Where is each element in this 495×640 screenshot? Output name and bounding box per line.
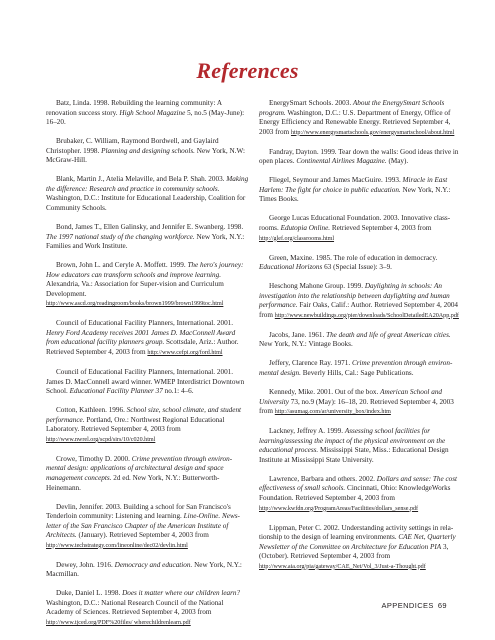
reference-link[interactable]: http://www.newbuildings.org/pier/downloads/SchoolDetailedEA20App.pdf — [274, 312, 459, 319]
reference-entry: Dewey, John. 1916. Democracy and education. New York, N.Y.: Macmillan. — [46, 560, 242, 579]
footer-section: APPENDICES — [381, 601, 434, 610]
reference-link[interactable]: http://asumag.com/ar/university_box/index.htm — [274, 409, 391, 416]
reference-link[interactable]: http://www.cefpi.org/ford.html — [147, 349, 223, 356]
reference-link[interactable]: http://www.energysmartschools.gov/energysmartschool/about.html — [290, 129, 455, 136]
reference-link[interactable]: http://www.kwfdn.org/ProgramAreas/Facilities/dollars_sense.pdf — [259, 505, 419, 512]
reference-entry: Lackney, Jeffrey A. 1999. Assessing school facilities for learning/assessing the impact of the physical environment on the educational process. Mississippi State, Miss.: Educational Design Institute at Mississippi State University. — [259, 427, 449, 464]
reference-entry: Fliegel, Seymour and James MacGuire. 1993. Miracle in East Harlem: The fight for choice in public education. New York, N.Y.: Times Books. — [259, 176, 451, 204]
page-number: 69 — [437, 601, 447, 610]
references-column-right — [259, 99, 463, 582]
reference-entry: Duke, Daniel L. 1998. Does it matter where our children learn? Washington, D.C.: National Research Council of the National Academy of Sciences. Retrieved September 4, 2003 from http://www.tjced.org/PDF%20files/ wherechildrenlearn.pdf — [46, 589, 241, 627]
reference-entry: Crowe, Timothy D. 2000. Crime prevention through environ-mental design: applications of architectural design and space management concepts. 2d ed. New York, N.Y.: Butterworth-Heinemann. — [46, 454, 233, 492]
reference-link[interactable]: http://www.ascd.org/readingroom/books/brown1999/brown1999toc.html — [46, 301, 224, 308]
reference-entry: Jeffery, Clarence Ray. 1971. Crime prevention through environ-mental design. Beverly Hills, Cal.: Sage Publications. — [259, 359, 453, 377]
reference-entry: Cotton, Kathleen. 1996. School size, school climate, and student performance. Portland, Ore.: Northwest Regional Educational Laboratory. Retrieved September 4, 2003 from http://www.nwrel.org/scpd/sirs/10/c020.html — [46, 406, 242, 443]
reference-entry: Kennedy, Mike. 2001. Out of the box. American School and University 73, no.9 (May): 16–18, 20. Retrieved September 4, 2003 from http://asumag.com/ar/university_box/index.htm — [259, 388, 454, 416]
reference-entry: Green, Maxine. 1985. The role of education in democracy. Educational Horizons 63 (Special Issue): 3–9. — [259, 253, 438, 272]
reference-entry: George Lucas Educational Foundation. 2003. Innovative class-rooms. Edutopia Online. Retrieved September 4, 2003 from http://glef.org/classrooms.html — [259, 214, 451, 242]
reference-link[interactable]: http://www.techstrategy.com/lineonline/dec02/devlin.html — [46, 542, 188, 549]
reference-entry: Lippman, Peter C. 2002. Understanding activity settings in rela-tionship to the design of learning environments. CAE Net, Quarterly Newsletter of the Committee on Architecture for Education PIA 3, (October). Retrieved September 4, 2003 from http://www.aia.org/pia/gateway/CAE_Net/Vol_3/Just-a-Thought.pdf — [259, 523, 456, 570]
reference-entry: Fandray, Dayton. 1999. Tear down the walls: Good ideas thrive in open places. Continental Airlines Magazine. (May). — [259, 147, 459, 166]
reference-entry: Bond, James T., Ellen Galinsky, and Jennifer E. Swanberg. 1998. The 1997 national study of the changing workforce. New York, N.Y.: Families and Work Institute. — [46, 222, 245, 251]
reference-entry: Lawrence, Barbara and others. 2002. Dollars and sense: The cost effectiveness of small schools. Cincinnati, Ohio: KnowledgeWorks Foundation. Retrieved September 4, 2003 from http://www.kwfdn.org/ProgramAreas/Facilities/dollars_sense.pdf — [259, 474, 458, 512]
page-title: References — [196, 58, 299, 83]
reference-link[interactable]: http://glef.org/classrooms.html — [259, 235, 335, 242]
reference-entry: Jacobs, Jane. 1961. The death and life of great American cities. New York, N.Y.: Vintage Books. — [259, 330, 451, 349]
reference-link[interactable]: http://www.tjced.org/PDF%20files/ wherechildrenlearn.pdf — [46, 620, 191, 627]
reference-entry: Council of Educational Facility Planners, International. 2001. Henry Ford Academy receives 2001 James D. MacConnell Award from educational facility planners group. Scottsdale, Ariz.: Author. Retrieved September 4, 2003 from http://www.cefpi.org/ford.html — [46, 319, 239, 356]
reference-entry: Devlin, Jennifer. 2003. Building a school for San Francisco's Tenderloin community: Listening and learning. Line-Online. News-letter of the San Francisco Chapter of the American Institute of Architects. (January). Retrieved September 4, 2003 from http://www.techstrategy.com/lineonline/dec02/devlin.html — [46, 502, 240, 549]
reference-link[interactable]: http://www.aia.org/pia/gateway/CAE_Net/Vol_3/Just-a-Thought.pdf — [259, 563, 426, 570]
reference-entry: Brubaker, C. William, Raymond Bordwell, and Gaylaird Christopher. 1998. Planning and designing schools. New York, N.W: McGraw-Hill. — [46, 137, 245, 165]
reference-entry: Council of Educational Facility Planners, International. 2001. James D. MacConnell award winner. WMEP Interdistrict Downtown School. Educational Facility Planner 37 no.1: 4–6. — [46, 368, 245, 396]
reference-link[interactable]: http://www.nwrel.org/scpd/sirs/10/c020.html — [46, 436, 156, 443]
page-footer — [381, 601, 447, 610]
references-column-left — [46, 99, 250, 638]
reference-entry: Brown, John L. and Ceryle A. Moffett. 1999. The hero's journey: How educators can transform schools and improve learning. Alexandria, Va.: Association for Super-vision and Curriculum Development. http://www.ascd.org/readingroom/books/brown1999/brown1999toc.html — [46, 261, 244, 308]
reference-entry: Blank, Martin J., Atelia Melaville, and Bela P. Shah. 2003. Making the difference: Research and practice in community schools. Washington, D.C.: Institute for Educational Leadership, Coalition for Community Schools. — [46, 175, 249, 212]
reference-entry: Heschong Mahone Group. 1999. Daylighting in schools: An investigation into the relationship between daylighting and human performance. Fair Oaks, Calif.: Author. Retrieved September 4, 2004 from http://www.newbuildings.org/pier/downloads/SchoolDetailedEA20App.pdf — [259, 282, 459, 319]
reference-entry: EnergySmart Schools. 2003. About the EnergySmart Schools program. Washington, D.C.: U.S. Department of Energy, Office of Energy Efficiency and Renewable Energy. Retrieved September 4, 2003 from http://www.energysmartschools.gov/energysmartschool/about.html — [259, 99, 455, 136]
reference-entry: Batz, Linda. 1998. Rebuilding the learning community: A renovation success story. High School Magazine 5, no.5 (May-June): 16–20. — [46, 99, 245, 127]
